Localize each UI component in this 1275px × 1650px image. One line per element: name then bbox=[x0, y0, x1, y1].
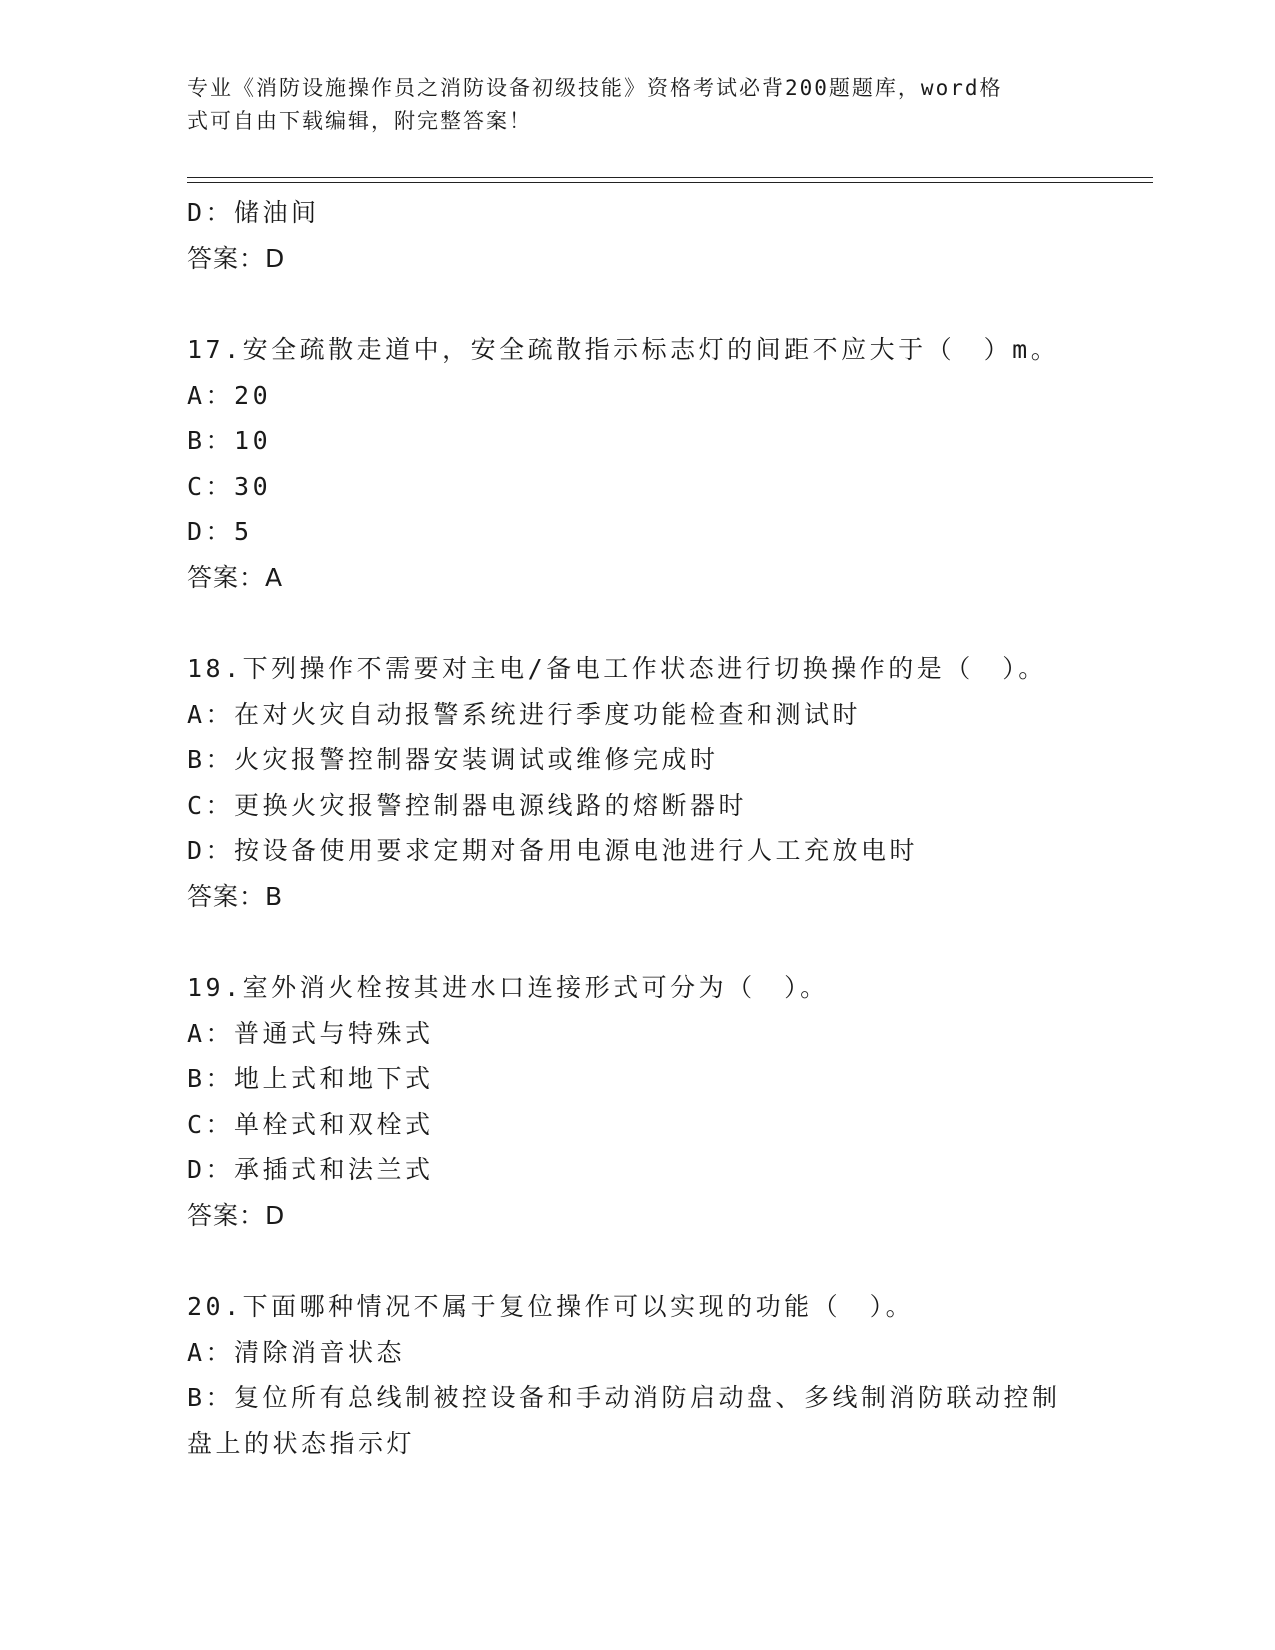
q17-option-a: A：20 bbox=[187, 380, 272, 410]
q16-option-d: D：储油间 bbox=[187, 198, 320, 227]
q18-text: 18.下列操作不需要对主电/备电工作状态进行切换操作的是（ ）。 bbox=[187, 654, 1047, 683]
q16-answer: 答案：D bbox=[187, 243, 286, 273]
q18-answer: 答案：B bbox=[187, 881, 284, 911]
q17-option-c: C：30 bbox=[187, 471, 272, 501]
q18-option-c: C：更换火灾报警控制器电源线路的熔断器时 bbox=[187, 790, 748, 820]
q17-text: 17.安全疏散走道中，安全疏散指示标志灯的间距不应大于（ ）m。 bbox=[187, 335, 1060, 364]
header-line-2: 式可自由下载编辑，附完整答案！ bbox=[187, 109, 532, 133]
header-rule-top bbox=[187, 177, 1153, 178]
q17-answer: 答案：A bbox=[187, 562, 284, 592]
question-16-tail bbox=[187, 190, 1087, 281]
q20-text: 20.下面哪种情况不属于复位操作可以实现的功能（ ）。 bbox=[187, 1292, 915, 1321]
q17-option-b: B：10 bbox=[187, 426, 272, 455]
q18-option-b: B：火灾报警控制器安装调试或维修完成时 bbox=[187, 745, 719, 774]
q17-option-d: D：5 bbox=[187, 517, 253, 546]
question-19 bbox=[187, 965, 1087, 1238]
question-17 bbox=[187, 327, 1087, 600]
q19-option-c: C：单栓式和双栓式 bbox=[187, 1109, 434, 1139]
header-line-1: 专业《消防设施操作员之消防设备初级技能》资格考试必背200题题库，word格 bbox=[187, 76, 1003, 100]
question-20 bbox=[187, 1284, 1087, 1466]
document-header bbox=[187, 72, 1067, 138]
q19-option-d: D：承插式和法兰式 bbox=[187, 1155, 434, 1184]
q20-option-a: A：清除消音状态 bbox=[187, 1337, 406, 1367]
question-18 bbox=[187, 646, 1087, 919]
q19-answer: 答案：D bbox=[187, 1200, 286, 1230]
q19-option-a: A：普通式与特殊式 bbox=[187, 1018, 434, 1048]
q20-option-b: B：复位所有总线制被控设备和手动消防启动盘、多线制消防联动控制盘上的状态指示灯 bbox=[187, 1383, 1061, 1458]
q18-option-a: A：在对火灾自动报警系统进行季度功能检查和测试时 bbox=[187, 699, 862, 729]
q18-option-d: D：按设备使用要求定期对备用电源电池进行人工充放电时 bbox=[187, 836, 919, 865]
question-list bbox=[187, 190, 1087, 1466]
q19-option-b: B：地上式和地下式 bbox=[187, 1064, 434, 1093]
header-rule-bottom bbox=[187, 182, 1153, 183]
q19-text: 19.室外消火栓按其进水口连接形式可分为（ ）。 bbox=[187, 973, 829, 1002]
